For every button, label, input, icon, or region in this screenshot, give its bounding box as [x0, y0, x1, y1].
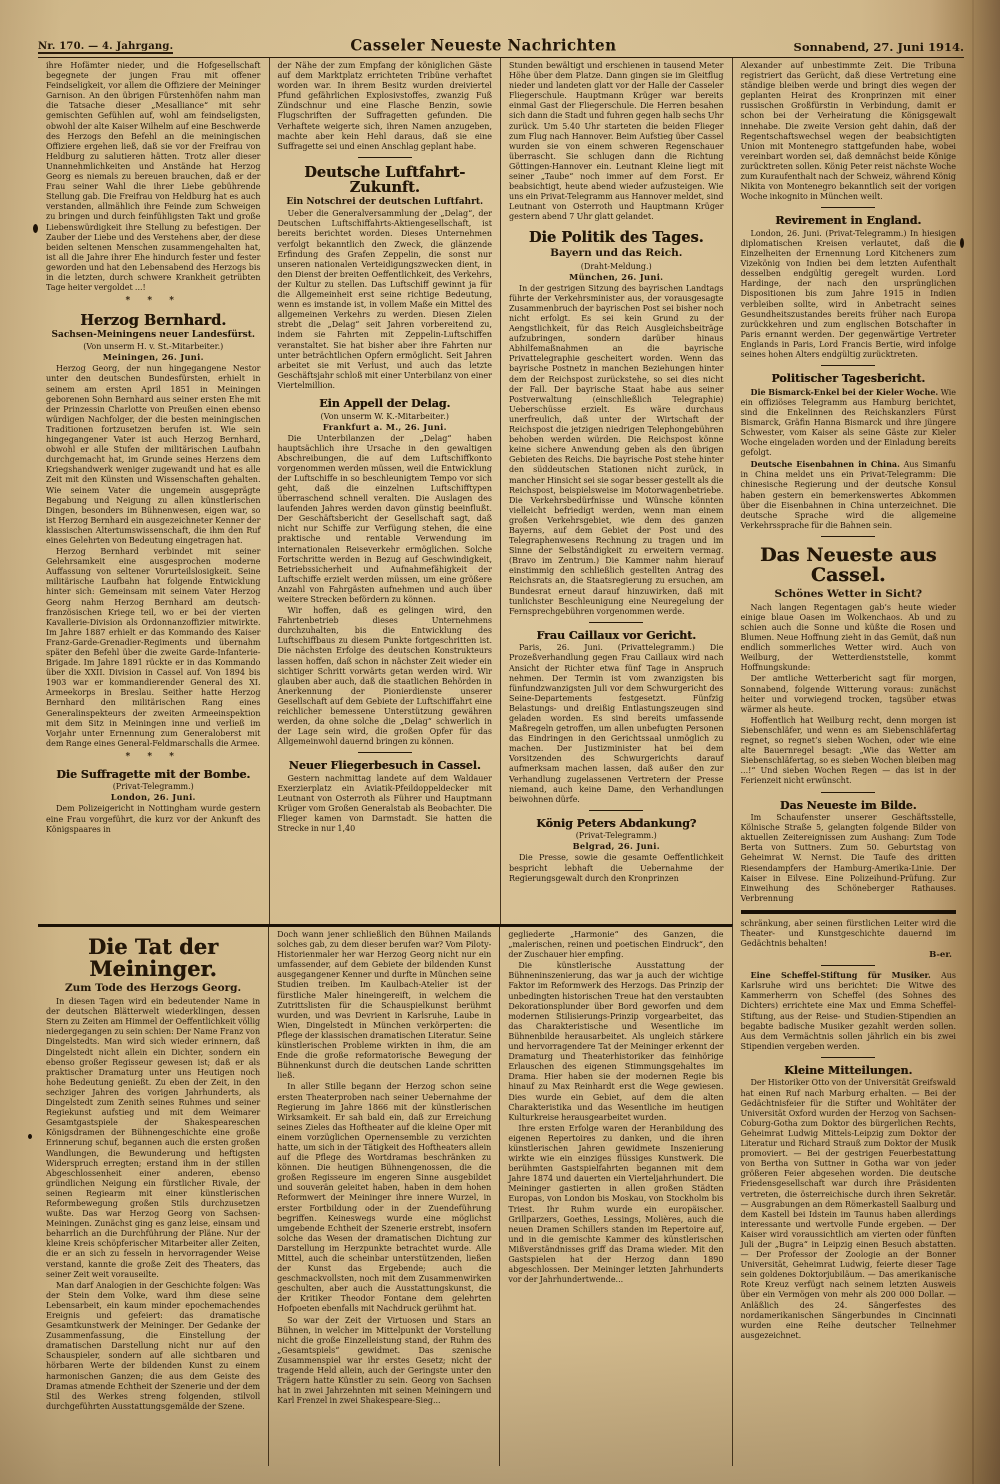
- article-headline: Die Politik des Tages.: [528, 228, 704, 246]
- rule-separator: [821, 536, 875, 537]
- article-subhead: Bayern und das Reich.: [550, 246, 683, 259]
- issue-number: Nr. 170. — 4. Jahrgang.: [38, 41, 174, 52]
- article-headline: König Peters Abdankung?: [536, 816, 697, 830]
- dateline: Frankfurt a. M., 26. Juni.: [322, 421, 447, 432]
- paragraph: Nach langen Regentagen gab’s heute wieder einige blaue Oasen im Wolkenchaos. Ab und zu schien auch die Sonne und küßte die Rosen und Blumen. Neue Hoffnung zieht in das Gemüt, daß nun endlich sommerliches Wetter wird. Auch von Weilburg, der Wetterdienststelle, kommt Hoffnungskunde:: [740, 602, 956, 673]
- column-2-upper: [270, 58, 502, 924]
- lower-column-2: [269, 927, 500, 1466]
- page-content: [38, 36, 964, 1466]
- section-headline: Die Tat der Meininger.: [87, 934, 219, 982]
- rule-separator: [589, 622, 643, 623]
- lead-in: Die Bismarck-Enkel bei der Kieler Woche.: [750, 386, 939, 397]
- byline: (Privat-Telegramm.): [112, 782, 194, 792]
- paragraph: Die Presse, sowie die gesamte Oeffentlichkeit bespricht lebhaft die Uebernahme der Regierungsgewalt durch den Kronprinzen: [509, 853, 724, 883]
- article-headline: Neuer Fliegerbesuch in Cassel.: [288, 759, 481, 773]
- issue-date: Sonnabend, 27. Juni 1914.: [793, 40, 964, 54]
- continuation-paragraph: Doch wann jener schließlich den Bühnen Mailands solches gab, zu dem dieser berufen war? Vom Piloty-Historienmaler her war Herzog Georg nicht nur ein umfassender, auf dem Gebiete der bildenden Kunst ausgegangener Kenner und durfte in München seine Studien treiben. Im Kaulbach-Atelier ist der fürstliche Maler hineingereift, in welchem die Zutrittslisten für die Schauspielkunst berühmt wurden, und was Devrient in Karlsruhe, Laube in Wien, Dingelstedt in München verkörperten: die Pflege der klassischen dramatischen Literatur. Seine künstlerischen Probleme wirkten in ihm, die am Ende die große reformatorische Bewegung der Bühnenkunst durch die deutschen Lande schritten ließ.: [277, 930, 492, 1081]
- paragraph-text: Aus Simanfu in China meldet uns ein Privat-Telegramm: Die chinesische Regierung und der deutsche Konsul haben gestern ein bemerkenswertes Abkommen über die Eisenbahnen in China unterzeichnet. Die deutsche Sprache wird die allgemeine Verkehrssprache für die Bahnen sein.: [740, 460, 956, 530]
- continuation-paragraph: schränkung, aber seinen fürstlichen Leiter wird die Theater- und Kunstgeschichte dauernd im Gedächtnis behalten!: [740, 918, 956, 949]
- byline: (Von unserm H. v. St.-Mitarbeiter.): [83, 342, 224, 352]
- paragraph: In diesen Tagen wird ein bedeutender Name in der deutschen Blätterwelt wiederklingen, dessen Stern zu Zeiten am Himmel der Oeffentlichkeit völlig niedergegangen zu sein schien: Der Name Franz von Dingelstedts. Man wird sich wieder erinnern, daß Dingelstedt nicht allein ein Dichter, sondern ein ebenso großer Regisseur gewesen ist; daß er als praktischer Dramaturg unter uns Heutigen noch hohe Bedeutung genießt. Zu eben der Zeit, in den sechziger Jahren des vorigen Jahrhunderts, als Dingelstedt zum Zenith seines Ruhmes und seiner Regiekunst aufstieg und mit dem Weimarer Gesamtgastspiele der Shakespeareschen Königsdramen der Bühnengeschichte eine große Erinnerung schuf, begannen auch die ersten großen Wandlungen, die Bewunderung und heftigsten Widerspruch erregten; erstand ihm in der stillen Abgeschlossenheit einer anderen, ebenso gründlichen Neigung ein fürstlicher Rivale, der seinen Regiearm mit einer künstlerischen Reformbewegung großen Stils durchzusetzen wußte. Das war Herzog Georg von Sachsen-Meiningen. Zunächst ging es ganz leise, einsam und beharrlich an die Durchführung der Pläne. Nur der kleine Kreis schöpferischer Mitarbeiter aller Zeiten, die er an sich zu fesseln in hervorragender Weise verstand, kannte die große Zeit des Theaters, das seiner Zeit weit vorauseilte.: [46, 997, 261, 1279]
- paragraph: London, 26. Juni. (Privat-Telegramm.) In hiesigen diplomatischen Kreisen verlautet, daß die Einzelheiten der Ernennung Lord Kitcheners zum Vizekönig von Indien bei dem letzten Aufenthalt desselben endgültig geregelt wurden. Lord Hardinge, der nach den ursprünglichen Dispositionen bis zum Jahre 1915 in Indien verbleiben sollte, wird in Anbetracht seines Gesundheitszustandes bereits früher nach Europa zurückkehren und zum englischen Botschafter in Paris ernannt werden. Der gegenwärtige Vertreter Englands in Paris, Lord Francis Bertie, wird infolge seines hohen Alters endgültig zurücktreten.: [740, 228, 956, 359]
- article-headline: Das Neueste im Bilde.: [779, 798, 917, 812]
- lower-section: [38, 924, 733, 1466]
- rule-separator: [358, 752, 412, 753]
- paragraph: Der amtliche Wetterbericht sagt für morgen, Sonnabend, folgende Witterung voraus: zunächst heiter und vorwiegend trocken, tagsüber etwas wärmer als heute.: [740, 674, 956, 714]
- article-headline: Revirement in England.: [775, 214, 922, 228]
- dateline: Meiningen, 26. Juni.: [102, 352, 204, 363]
- signature: B-er.: [929, 950, 952, 961]
- rule-separator: [821, 1057, 875, 1058]
- paragraph: Man darf Analogien in der Geschichte folgen: Was der Stein dem Volke, ward ihm diese seine Lebensarbeit, ein kaum minder epochemachendes Ereignis und gefeiert: das dramatische Gesamtkunstwerk der Meininger. Der Gedanke der Zusammenfassung, die Einstellung der dramatischen Darstellung nicht nur auf den Schauspieler, sondern auf alle sichtbaren und hörbaren Werte der bildenden Kunst zu einem harmonischen Ganzen; die aus dem Geiste des Dramas atmende Echtheit der Szenerie und der dem Stil des Werkes streng folgenden, stilvoll durchgeführten Ausstattungsgemälde der Szene.: [46, 1280, 261, 1411]
- article-headline: Ein Appell der Delag.: [319, 396, 451, 410]
- article-subhead: Ein Notschrei der deutschen Luftfahrt.: [286, 197, 484, 208]
- byline: (Draht-Meldung.): [580, 261, 652, 271]
- page-crease: [972, 0, 974, 1484]
- paragraph: Der Historiker Otto von der Universität Greifswald hat einen Ruf nach Marburg erhalten. — Bei der Gedächtnisfeier für die Stifter und Wohltäter der Universität Oxford wurden der Herzog von Sachsen-Coburg-Gotha zum Doktor des bürgerlichen Rechts, Geheimrat Ludwig Mittels-Leipzig zum Doktor der Literatur und Richard Strauß zum Doktor der Musik promoviert. — Bei der gestrigen Feuerbestattung von Bertha von Suttner in Gotha war von jeder größeren Feier abgesehen worden. Die deutsche Friedensgesellschaft war durch ihre Präsidenten vertreten, die österreichische durch ihren Sekretär. — Ausgrabungen an dem Römerkastell Saalburg und dem Kastell bei Idstein im Taunus haben allerdings interessante und wertvolle Funde ergeben. — Der Kaiser wird voraussichtlich am vierten oder fünften Juli der „Bugra“ in Leipzig einen Besuch abstatten. — Der Professor der Zoologie an der Bonner Universität, Geheimrat Ludwig, feierte dieser Tage sein goldenes Doktorjubiläum. — Das amerikanische Rote Kreuz verfügt nach seinem letzten Ausweis über ein Vermögen von mehr als 200 000 Dollar. — Anläßlich des 24. Sängerfestes des nordamerikanischen Sängerbundes in Cincinnati wurden eine Reihe deutscher Teilnehmer ausgezeichnet.: [740, 1078, 956, 1340]
- paragraph: Paris, 26. Juni. (Privattelegramm.) Die Prozeßverhandlung gegen Frau Caillaux wird nach Ansicht der Richter etwa fünf Tage in Anspruch nehmen. Der Termin ist vom zwanzigsten bis fünfundzwanzigsten Juli vor dem Schwurgericht des Seine-Departements festgesetzt. Fünfzig Belastungs- und dreißig Entlastungszeugen sind geladen worden. Es sind bereits umfassende Maßregeln getroffen, um allen unbefugten Personen das Eindringen in den Gerichtssaal unmöglich zu machen. Der Justizminister hat bei dem Vorsitzenden des Schwurgerichts darauf aufmerksam machen lassen, daß außer den zur Verhandlung zugelassenen Vertretern der Presse niemand, auch keine Dame, den Verhandlungen beiwohnen dürfe.: [509, 643, 724, 804]
- paragraph: In aller Stille begann der Herzog schon seine ersten Theaterproben nach seiner Uebernahme der Regierung im Jahre 1866 mit der künstlerischen Wirksamkeit. Er sah bald ein, daß zur Erreichung seines Zieles das Hoftheater auf die kleine Oper mit einem vorzüglichen Opernensemble zu verzichten hatte, um sich in der Tätigkeit des Hoftheaters allein auf die Pflege des Wortdramas beschränken zu können. Die heutigen Bühnengenossen, die die großen Regisseure im engeren Sinne ausgebildet und souverän geleitet haben, haben in dem hohen Reformwert der Meininger ihre innere Wurzel, in erster Fortbildung oder in der Zuendeführung begriffen. Keineswegs wurde eine möglichst umgebende Echtheit der Szenerie erstrebt, insofern solche das Wesen der dramatischen Dichtung zur Darstellung im Herzpunkte betrachtet wurde. Alle Mittel, auch die scheinbar unterstützenden, ließen der Kunst das Ergebende; auch die geschmackvollsten, noch mit dem Zusammenwirken geschulten, aber auch die Ausstattungskunst, die der Kritiker Theodor Fontane dem gelehrten Hofpoeten ebenfalls mit Nachdruck gerühmt hat.: [277, 1082, 492, 1314]
- article-headline: Deutsche Luftfahrt-Zukunft.: [304, 163, 466, 197]
- article-subhead: Zum Tode des Herzogs Georg.: [65, 982, 242, 995]
- continuation-paragraph: der Nähe der zum Empfang der königlichen Gäste auf dem Marktplatz errichteten Tribüne verhaftet worden war. In ihrem Besitz wurden dreiviertel Pfund gefährlichen Explosivstoffes, zwanzig Fuß Zündschnur und eine Flasche Benzin, sowie Flugschriften der Suffragetten gefunden. Die Verhaftete weigerte sich, ihren Namen anzugeben, machte aber kein Hehl daraus, daß sie eine Suffragette sei und einen Anschlag geplant habe.: [277, 61, 492, 151]
- rule-separator: [821, 365, 875, 366]
- masthead: [38, 36, 964, 58]
- paragraph-text: Aus Karlsruhe wird uns berichtet: Die Witwe des Kammerherrn von Scheffel (des Sohnes des Dichters) errichtete eine Max und Emma Scheffel-Stiftung, aus der Reise- und Studien-Stipendien an begabte badische Musiker gezahlt werden sollen. Aus dem Vermächtnis sollen jährlich ein bis zwei Stipendien vergeben werden.: [740, 971, 956, 1051]
- paragraph: [741, 970, 957, 1052]
- dateline: München, 26. Juni.: [569, 271, 664, 282]
- heavy-rule: [741, 910, 957, 914]
- article-grid: [38, 58, 964, 1466]
- paragraph: In der gestrigen Sitzung des bayrischen Landtags führte der Verkehrsminister aus, der vorausgesagte Zusammenbruch der bayrischen Post sei bisher noch nicht erfolgt. Es sei kein Grund zu der Aengstlichkeit, für das Reich Ausgleichsbeiträge aufzubringen, sondern darüber hinaus Abhilfemaßnahmen an die bayrische Privattelegraphie gescheitert worden. Wenn das bayrische Postnetz in manchen Beziehungen hinter dem der Reichspost zurückstehe, so sei dies nicht der Fall. Der bayrische Staat habe aus seiner Postverwaltung (einschließlich Telegraphie) Ueberschüsse erzielt. Es wäre durchaus unerfreulich, daß unter der Wirtschaft der Reichspost die jetzigen niedrigen Telephongebühren behoben werden würden. Die Reichspost könne keine sichere Anwendung geben als den übrigen Gebieten des Reichs. Die bayrische Post stehe hinter den süddeutschen Stationen nicht zurück, in mancher Hinsicht sei sie sogar besser gestellt als die Reichspost, beispielsweise im Motorwagenbetriebe. Die Verkehrsbedürfnisse und Wünsche könnten vielleicht befriedigt werden, wenn man einem großen Verkehrsgebiet, wie dem des ganzen Bayerns, auf dem Gebiet der Post und des Telegraphenwesens Rechnung zu tragen und im Sinne der Selbständigkeit zu erweitern vermag. (Bravo im Zentrum.) Die Kammer nahm hierauf einstimmig den schließlich gestellten Antrag des Reichsrats an, die Staatsregierung zu ersuchen, am Bundesrat erneut darauf hinzuwirken, daß mit tunlichster Beschleunigung eine Neuregelung der Fernsprechgebühren vorgenommen werde.: [509, 283, 724, 616]
- paragraph: Gestern nachmittag landete auf dem Waldauer Exerzierplatz ein Aviatik-Pfeildoppeldecker mit Leutnant von Osterroth als Führer und Hauptmann Krüger vom Großen Generalstab als Beobachter. Die Flieger kamen von Darmstadt. Sie hatten die Strecke in nur 1,40: [277, 773, 492, 834]
- article-subhead: Sachsen-Meiningens neuer Landesfürst.: [51, 330, 256, 341]
- lead-in: Eine Scheffel-Stiftung für Musiker.: [750, 970, 931, 981]
- article-headline: Herzog Bernhard.: [80, 312, 227, 330]
- star-separator: * * *: [125, 296, 181, 307]
- article-headline: Kleine Mitteilungen.: [784, 1063, 913, 1077]
- lead-in: Deutsche Eisenbahnen in China.: [750, 459, 900, 470]
- lower-column-3: [500, 927, 731, 1466]
- article-subhead: Schönes Wetter in Sicht?: [774, 587, 923, 600]
- section-headline: Das Neueste aus Cassel.: [760, 543, 937, 586]
- paragraph: Hoffentlich hat Weilburg recht, denn morgen ist Siebenschläfer, und wenn es am Siebenschläfertag regnet, so regnet’s sieben Wochen, oder wie eine alte Bauernregel besagt: „Wie das Wetter am Siebenschläfertag, so es sieben Wochen bleiben mag ...!“ Und sieben Wochen Regen — das ist in der Ferienzeit nicht erwünscht.: [740, 715, 956, 786]
- article-headline: Politischer Tagesbericht.: [771, 372, 926, 386]
- dateline: London, 26. Juni.: [110, 792, 196, 803]
- paragraph: Dem Polizeigericht in Nottingham wurde gestern eine Frau vorgeführt, die kurz vor der Ankunft des Königspaares in: [46, 804, 261, 834]
- column-3-upper: [501, 58, 733, 924]
- continuation-paragraph: Alexander auf unbestimmte Zeit. Die Tribuna registriert das Gerücht, daß diese Vertretung eine ständige bleiben werde und bringt dies wegen der geplanten Heirat des Kronprinzen mit einer russischen Großfürstin in Verbindung, damit er schon bei der Verheiratung die Königsgewalt innehabe. Die zweite Version geht dahin, daß der Regentschaftswechsel wegen der beabsichtigten Union mit Montenegro stattgefunden habe, wobei vereinbart worden sei, daß demnächst beide Könige zurücktreten sollen. König Peter reist nächste Woche zum Kuraufenthalt nach der Schweiz, während König Nikita von Montenegro bekanntlich seit der vorigen Woche inkognito in München weilt.: [740, 61, 956, 202]
- continuation-paragraph: ihre Hofämter nieder, und die Hofgesellschaft begegnete der jungen Frau mit offener Feindseligkeit, vor allem die Offiziere der Meininger Garnison. An den übrigen Fürstenhöfen nahm man die Tatsache dieser „Mesalliance“ mit sehr gemischten Gefühlen auf, wohl am feindseligsten, obwohl der alte Kaiser Wilhelm auf eine Beschwerde des Herzogs den Befehl an die meiningischen Offiziere ergehen ließ, daß sie vor der Freifrau von Heldburg zu salutieren hätten. Trotz aller dieser Unannehmlichkeiten und Anstände hat Herzog Georg es niemals zu bereuen brauchen, daß er der Frau seiner Wahl die ihrer Liebe gebührende Stellung gab. Die Freifrau von Heldburg hat es auch verstanden, allmählich ihre Feinde zum Schweigen zu bringen und durch feinfühligsten Takt und große Liebenswürdigkeit ihre Stellung zu befestigen. Der Zauber der Liebe und des Verstehens aber, der diese beiden seltenen Menschen zusammengehalten hat, ist all die Jahre ihrer Ehe hindurch fester und fester geworden und hat den Lebensabend des Herzogs bis in die letzten, durch schwere Krankheit getrübten Tage heiter vergoldet ...!: [46, 61, 261, 293]
- continuation-paragraph: gegliederte „Harmonie“ des Ganzen, die „malerischen, reinen und poetischen Eindruck“, den der Zuschauer hier empfing.: [508, 930, 724, 960]
- star-separator: * * *: [125, 751, 181, 762]
- paragraph: Im Schaufenster unserer Geschäftsstelle, Kölnische Straße 5, gelangten folgende Bilder von aktuellen Zeitereignissen zum Aushang: Zum Tode Berta von Suttners. Zum 50. Geburtstag von Geheimrat W. Nernst. Die Taufe des dritten Riesendampfers der Hamburg-Amerika-Linie. Der Kaiser in Eilvese. Eine Polizeihund-Prüfung. Zur Einweihung des Schöneberger Rathauses. Verbrennung: [740, 813, 956, 903]
- paragraph: Ihre ersten Erfolge waren der Heranbildung des eigenen Repertoires zu danken, und die ihren künstlerischen Jahren gewidmete Inszenierung wirkte wie ein einziges flüssiges Kunstwerk. Die berühmten Gastspielfahrten begannen mit dem Jahre 1874 und dauerten ein Vierteljahrhundert. Die Meininger gastierten in allen großen Städten Europas, von London bis Moskau, von Stockholm bis Triest. Ihr Ruhm wurde ein europäischer. Grillparzers, Goethes, Lessings, Molières, auch die neuen Dramen Schillers standen im Repertoire auf, und in die gemischte Kammer des künstlerischen Mißverständnisses griff das Drama wieder. Mit den Gastspielen hat der Herzog dann 1890 abgeschlossen. Der Meininger letzten Jahrhunderts vor der Jahrhundertwende...: [508, 1123, 724, 1285]
- article-headline: Frau Caillaux vor Gericht.: [536, 628, 697, 642]
- byline: (Privat-Telegramm.): [575, 831, 657, 841]
- rule-separator: [589, 810, 643, 811]
- rule-separator: [821, 792, 875, 793]
- paragraph: Die Unterbilanzen der „Delag“ haben hauptsächlich ihre Ursache in den gewaltigen Abschreibungen, die auf dem Luftschiffkonto vorgenommen werden müssen, weil die Entwicklung der Luftschiffe in so beschleunigtem Tempo vor sich geht, daß die einzelnen Luftschifftypen überraschend schnell veralten. Die Auslagen des laufenden Jahres werden davon günstig beeinflußt. Der Geschäftsbericht der Gesellschaft sagt, daß nicht nur Schiffe zur Verfügung stehen, die eine praktische und rentable Verwendung im internationalen Reiseverkehr ermöglichen. Solche Fortschritte werden in Bezug auf Geschwindigkeit, Betriebssicherheit und Aufnahmefähigkeit der Luftschiffe erzielt werden müssen, um eine größere Anzahl von Fahrgästen aufnehmen und auch über weitere Strecken befördern zu können.: [277, 433, 492, 605]
- continuation-paragraph: Stunden bewältigt und erschienen in tausend Meter Höhe über dem Platze. Dann gingen sie im Gleitflug nieder und landeten glatt vor der Halle der Casseler Fliegerschule. Hauptmann Krüger war bereits einmal Gast der Fliegerschule. Die Herren besahen sich dann die Stadt und fuhren gegen halb sechs Uhr zurück. Um 5.40 Uhr starteten die beiden Flieger zum Flug nach Hannover. Beim Aufstieg über Cassel wurden sie von einem schweren Regenschauer überrascht. Sie schlugen dann die Richtung Göttingen-Hannover ein. Leutnant Kleine liegt mit seiner „Taube“ noch immer auf dem Forst. Er beabsichtigt, heute abend wieder aufzusteigen. Wie uns ein Privat-Telegramm aus Hannover meldet, sind Leutnant von Osterroth und Hauptmann Krüger gestern abend 7 Uhr glatt gelandet.: [509, 61, 724, 222]
- paragraph: [741, 387, 957, 459]
- paragraph: Herzog Georg, der nun hingegangene Nestor unter den deutschen Bundesfürsten, erhielt in seinem am ersten April 1851 in Meiningen geborenen Sohn Bernhard aus seiner ersten Ehe mit der Prinzessin Charlotte von Preußen einen ebenso würdigen Nachfolger, der die besten meiningischen Traditionen fortzusetzen berufen ist. Wie sein hingegangener Vater ist auch Herzog Bernhard, obwohl er alle Stufen der militärischen Laufbahn durchgemacht hat, im Grunde seines Herzens dem Kriegshandwerk weniger zugewandt und hat es alle Zeit mit den Künsten und Wissenschaften gehalten. Wie seinem Vater die ungemein ausgeprägte Begabung und Neigung zu allen künstlerischen Dingen, besonders im Bühnenwesen, eigen war, so ist Herzog Bernhard ein ausgezeichneter Kenner der klassischen Altertumswissenschaft, die ihm den Ruf eines Gelehrten von Bedeutung eingetragen hat.: [46, 364, 261, 545]
- column-1-upper: [38, 58, 270, 924]
- article-headline: Die Suffragette mit der Bombe.: [56, 767, 251, 781]
- newspaper-title: Casseler Neueste Nachrichten: [350, 35, 617, 55]
- paragraph: Ueber die Generalversammlung der „Delag“, der Deutschen Luftschiffahrts-Aktiengesellschaft, ist bereits berichtet worden. Dieses Unternehmen verfolgt bekanntlich den Zweck, die glänzende Erfindung des Grafen Zeppelin, die sonst nur unseren nationalen Verteidigungszwecken dient, in den Dienst der breiten Oeffentlichkeit, des Verkehrs, der Kultur zu stellen. Das Luftschiff gewinnt ja für die Allgemeinheit erst seine richtige Bedeutung, wenn es imstande ist, in vollem Maße ein Mittel des allgemeinen Verkehrs zu werden. Diesen Zielen strebt die „Delag“ seit Jahren vorbereitend zu, indem sie Fahrten mit Zeppelin-Luftschiffen veranstaltet. Sie hat bisher aber ihre Fahrten nur unter beträchtlichen Opfern ermöglicht. Seit Jahren arbeitet sie mit Verlust, und auch das letzte Geschäftsjahr schloß mit einer Unterbilanz von einer Viertelmillion.: [277, 209, 492, 390]
- byline: (Von unserm W. K.-Mitarbeiter.): [320, 411, 449, 421]
- ink-speck: [28, 1134, 32, 1139]
- paragraph: Die künstlerische Ausstattung der Bühneninszenierung, das war ja auch der wichtige Faktor im Reformwerk des Herzogs. Das Prinzip der unbedingten historischen Treue hat den verstaubten Dekorationsplunder über Bord geworfen und dem modernen Stilisierungs-Prinzip vorgearbeitet, das das Charakteristische und Wesentliche im Bühnenbilde herausarbeitet. Als ungleich stärkere und hervorragendere Tat der Meininger erkennt der Dramaturg und Theaterhistoriker das feinhörige Erlauschen des eigenen Stimmungsgehaltes im Drama. Hier haben sie der modernen Regie bis hinauf zu Max Reinhardt erst die Wege gewiesen. Dies wurde ein Gebiet, auf dem die alten Charakteristika und das Wesentliche im heutigen Kulturkreise herausgearbeitet wurden.: [508, 961, 724, 1122]
- lower-column-1: [38, 927, 269, 1466]
- paragraph: Herzog Bernhard verbindet mit seiner Gelehrsamkeit eine ausgesprochen moderne Auffassung von seltener Vorurteilslosigkeit. Seine militärische Laufbahn hat folgende Entwicklung hinter sich: Gemeinsam mit seinem Vater Herzog Georg nahm Herzog Bernhard am deutsch-französischen Kriege teil, wo er bei der vierten Kavallerie-Division als Ordonnanzoffizier mitwirkte. Im Jahre 1887 erhielt er das Kommando des Kaiser Franz-Garde-Grenadier-Regiments und übernahm später den Befehl über die zweite Garde-Infanterie-Brigade. Im Jahre 1891 rückte er in das Kommando über die XXII. Division in Cassel auf. Von 1894 bis 1903 war er kommandierender General des XI. Armeekorps in Breslau. Seither hatte Herzog Bernhard den militärischen Rang eines Generalinspekteurs der zweiten Armeeinspektion mit dem Sitz in Meiningen inne und verließ im Vorjahr unter Ernennung zum Generaloberst mit dem Range eines General-Feldmarschalls die Armee.: [46, 547, 261, 748]
- paragraph-text: Wie ein offiziöses Telegramm aus Hamburg berichtet, sind die Enkelinnen des Reichskanzlers Fürst Bismarck, Gräfin Hanna Bismarck und ihre jüngere Schwester, vom Kaiser als seine Gäste zur Kieler Woche eingeladen worden und der Einladung bereits gefolgt.: [740, 387, 956, 458]
- dateline: Belgrad, 26. Juni.: [572, 841, 660, 852]
- paragraph: [741, 459, 957, 531]
- rule-separator: [821, 207, 875, 208]
- paragraph: Wir hoffen, daß es gelingen wird, den Fahrtenbetrieb dieses Unternehmens durchzuhalten, bis die Entwicklung des Luftschiffbaus zu diesem Punkte fortgeschritten ist. Die nächsten Erfolge des deutschen Konstrukteurs lassen hoffen, daß schon in nächster Zeit wieder ein sichtiger Schritt vorwärts getan werden wird. Wir glauben aber auch, daß die staatlichen Behörden in Anerkennung der Pionierdienste unserer Gesellschaft auf dem Gebiete der Luftschiffahrt eine reichlicher bemessene Unterstützung gewähren werden, da ohne solche die „Delag“ schwerlich in der Lage sein wird, die großen Opfer für das Allgemeinwohl dauernd bringen zu können.: [277, 606, 492, 747]
- rule-separator: [358, 157, 412, 158]
- paragraph: So war der Zeit der Virtuosen und Stars an Bühnen, in welcher im Mittelpunkt der Vorstellung nicht die große Einzelleistung stand, der Ruhm des „Gesamtspiels“ gewidmet. Das szenische Zusammenspiel war ihr erstes Gesetz; nicht der tragende Held allein, auch der Geringste unter den Trägern hatte Künstler zu sein. Georg von Sachsen hat in zwei Jahrzehnten mit seinen Meiningern und Karl Frenzel in zwei Shakespeare-Sieg...: [277, 1315, 492, 1406]
- column-4: [733, 58, 965, 1466]
- rule-separator: [821, 965, 875, 966]
